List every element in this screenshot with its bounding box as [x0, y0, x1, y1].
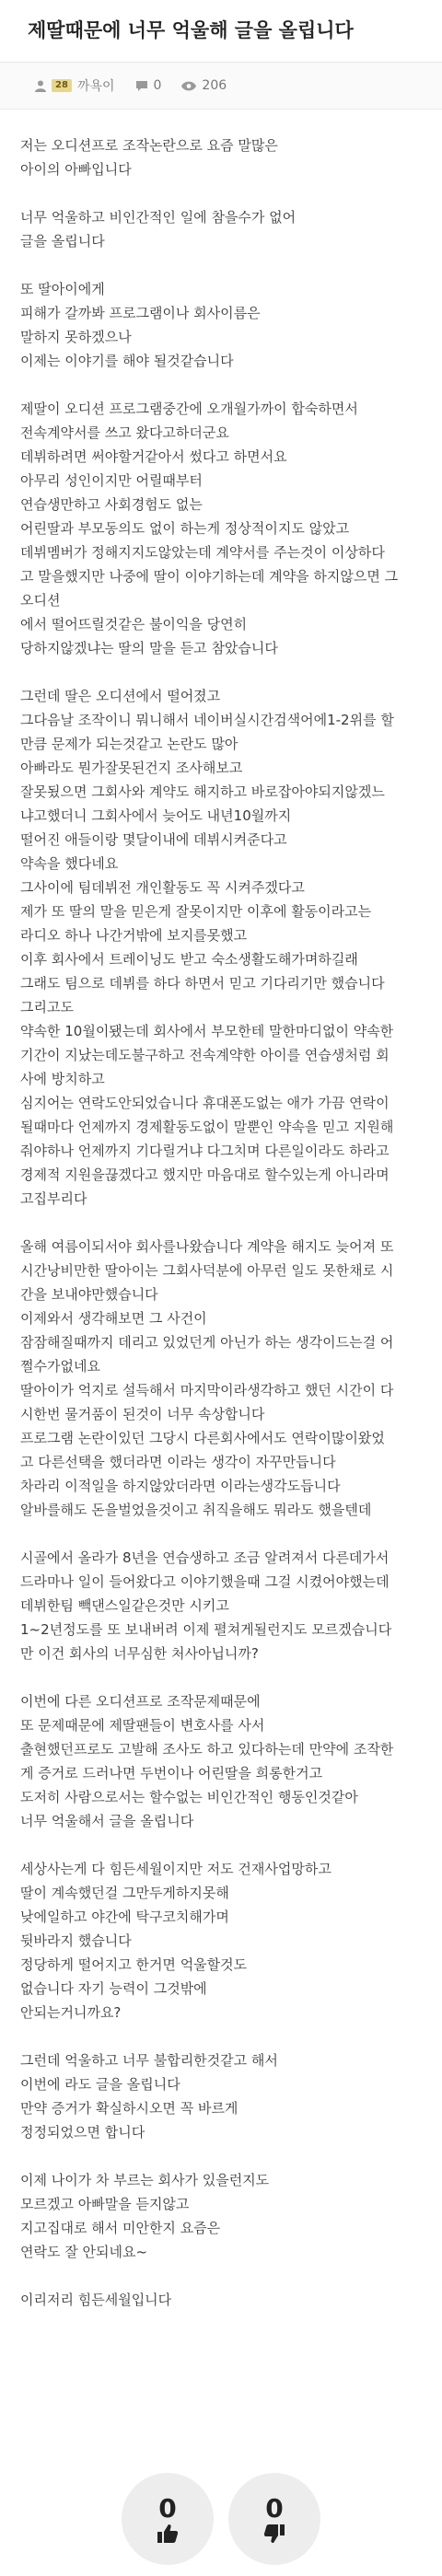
body-line: 또 딸아이에게 [20, 281, 105, 297]
body-line: 뒷바라지 했습니다 [20, 1932, 132, 1949]
body-line: 그리고도 [20, 999, 74, 1015]
body-line: 아빠라도 뭔가잘못된건지 조사해보고 [20, 760, 243, 776]
body-line: 게 증거로 드러나면 두번이나 어린딸을 희롱한거고 [20, 1765, 323, 1781]
body-paragraph [20, 1689, 422, 1833]
comment-icon [135, 80, 148, 92]
body-paragraph [20, 1546, 422, 1665]
thumbs-down-icon [263, 2524, 285, 2544]
body-paragraph [20, 2048, 422, 2144]
body-line: 만 이건 회사의 너무심한 처사아닙니까? [20, 1645, 259, 1662]
body-line: 이리저리 힘든세월입니다 [20, 2292, 172, 2308]
body-line: 고집부리다 [20, 1190, 87, 1207]
body-line: 시간낭비만한 딸아이는 그회사덕분에 아무런 일도 못한채로 시 [20, 1262, 394, 1279]
body-line: 그다음날 조작이니 뭐니해서 네이버실시간검색어에1-2위를 할 [20, 712, 394, 728]
body-line: 글을 올립니다 [20, 233, 105, 249]
body-line: 정당하게 떨어지고 한거면 억울할것도 [20, 1956, 248, 1973]
body-line: 줘야하나 언제까지 기다릴거냐 다그치며 다른일이라도 하라고 [20, 1143, 390, 1159]
body-line: 이후 회사에서 트레이닝도 받고 숙소생활도해가며하길래 [20, 951, 358, 968]
body-line: 제딸이 오디션 프로그램중간에 오개월가까이 합숙하면서 [20, 400, 358, 417]
body-line: 기간이 지났는데도불구하고 전속계약한 아이를 연습생처럼 회 [20, 1047, 390, 1063]
upvote-count: 0 [158, 2493, 177, 2524]
body-paragraph [20, 1857, 422, 2025]
body-line: 지고집대로 해서 미안한지 요즘은 [20, 2220, 221, 2236]
post-header [0, 0, 442, 63]
comment-count-value: 0 [153, 78, 162, 93]
comment-count [135, 78, 162, 93]
body-line: 시한번 물거품이 된것이 너무 속상합니다 [20, 1406, 265, 1422]
body-line: 프로그램 논란이있던 그당시 다른회사에서도 연락이많이왔었 [20, 1430, 385, 1446]
body-line: 고 다른선택을 했더라면 이라는 생각이 자꾸만듭니다 [20, 1454, 336, 1470]
body-line: 이번에 다른 오디션프로 조작문제때문에 [20, 1693, 261, 1710]
body-line: 될때마다 언제까지 경제활동도없이 말뿐인 약속을 믿고 지원해 [20, 1119, 394, 1135]
body-line: 잘못됬으면 그회사와 계약도 해지하고 바로잡아야되지않겠느 [20, 783, 385, 800]
body-line: 고 말을했지만 나중에 딸이 이야기하는데 계약을 하지않으면 그 [20, 568, 399, 585]
vote-area [0, 2473, 442, 2565]
body-line: 딸아이가 억지로 설득해서 마지막이라생각하고 했던 시간이 다 [20, 1382, 394, 1398]
body-line: 그런데 억울하고 너무 불합리한것같고 해서 [20, 2052, 278, 2069]
body-line: 그런데 딸은 오디션에서 떨어졌고 [20, 688, 221, 704]
body-paragraph [20, 133, 422, 181]
post-meta [0, 63, 442, 110]
body-line: 만큼 문제가 되는것같고 논란도 많아 [20, 736, 238, 752]
body-line: 약속을 했다네요 [20, 855, 119, 872]
body-line: 없습니다 자기 능력이 그것밖에 [20, 1980, 207, 1997]
body-line: 이번에 라도 글을 올립니다 [20, 2076, 180, 2093]
body-line: 잠잠해질때까지 데리고 있었던게 아닌가 하는 생각이드는걸 어 [20, 1334, 394, 1351]
thumbs-up-icon [157, 2524, 179, 2544]
body-line: 그래도 팀으로 데뷔를 하다 하면서 믿고 기다리기만 했습니다 [20, 975, 385, 992]
body-line: 세상사는게 다 힘든세월이지만 저도 건재사업망하고 [20, 1861, 332, 1877]
body-line: 출현했던프로도 고발해 조사도 하고 있다하는데 만약에 조작한 [20, 1741, 394, 1758]
user-icon [35, 80, 46, 92]
body-line: 1~2년정도를 또 보내버려 이제 펼쳐게될런지도 모르겠습니다 [20, 1621, 392, 1638]
body-line: 도저히 사람으로서는 할수없는 비인간적인 행동인것같아 [20, 1789, 358, 1805]
body-paragraph [20, 205, 422, 253]
body-line: 데뷔멤버가 정해지지도않았는데 계약서를 주는것이 이상하다 [20, 544, 385, 561]
body-paragraph [20, 1235, 422, 1522]
body-line: 너무 억울하고 비인간적인 일에 참을수가 없어 [20, 209, 297, 226]
body-line: 당하지않겠냐는 딸의 말을 듣고 참았습니다 [20, 640, 278, 656]
body-line: 제가 또 딸의 말을 믿은게 잘못이지만 이후에 활동이라고는 [20, 903, 372, 920]
body-line: 데뷔하려면 써야할거같아서 썼다고 하면서요 [20, 448, 287, 465]
body-line: 전속계약서를 쓰고 왔다고하더군요 [20, 424, 229, 441]
body-line: 어린딸과 부모동의도 없이 하는게 정상적이지도 않았고 [20, 520, 350, 537]
body-line: 심지어는 연락도안되었습니다 휴대폰도없는 애가 가끔 연락이 [20, 1095, 390, 1111]
body-line: 냐고했더니 그회사에서 늦어도 내년10월까지 [20, 807, 292, 824]
post-body [0, 110, 442, 2312]
body-line: 데뷔한팀 빽댄스일같은것만 시키고 [20, 1597, 229, 1614]
body-line: 라디오 하나 나간거밖에 보지를못했고 [20, 927, 248, 944]
body-line: 에서 떨어뜨릴것같은 불이익을 당연히 [20, 616, 248, 632]
view-count-value: 206 [202, 78, 227, 93]
body-line: 너무 억울해서 글을 올립니다 [20, 1813, 194, 1829]
body-line: 이제는 이야기를 해야 될것같습니다 [20, 353, 234, 369]
upvote-button[interactable] [122, 2473, 214, 2565]
level-badge: 28 [52, 79, 72, 92]
body-line: 안되는거니까요? [20, 2004, 122, 2021]
body-line: 떨어진 애들이랑 몇달이내에 데뷔시켜준다고 [20, 831, 287, 848]
body-line: 아이의 아빠입니다 [20, 161, 132, 178]
downvote-count: 0 [265, 2493, 284, 2524]
body-line: 약속한 10월이됐는데 회사에서 부모한테 말한마디없이 약속한 [20, 1023, 394, 1039]
body-line: 경제적 지원을끊겠다고 했지만 마음대로 할수있는게 아니라며 [20, 1166, 390, 1183]
body-line: 드라마나 일이 들어왔다고 이야기했을때 그걸 시켰어야했는데 [20, 1573, 390, 1590]
body-line: 정정되었으면 합니다 [20, 2124, 145, 2141]
body-paragraph [20, 684, 422, 1211]
body-line: 피해가 갈까봐 프로그램이나 회사이름은 [20, 305, 261, 321]
body-line: 연습생만하고 사회경험도 없는 [20, 496, 203, 513]
body-line: 차라리 이적일을 하지않았더라면 이라는생각도듭니다 [20, 1478, 341, 1494]
body-line: 올해 여름이되서야 회사를나왔습니다 계약을 해지도 늦어져 또 [20, 1238, 394, 1255]
body-line: 그사이에 팀데뷔전 개인활동도 꼭 시켜주겠다고 [20, 879, 305, 896]
body-line: 알바를해도 돈을벌었을것이고 취직을해도 뭐라도 했을텐데 [20, 1502, 372, 1518]
body-line: 아무리 성인이지만 어릴때부터 [20, 472, 203, 489]
body-paragraph [20, 397, 422, 660]
view-count [181, 78, 227, 93]
body-paragraph [20, 277, 422, 373]
body-paragraph [20, 2168, 422, 2264]
body-line: 만약 증거가 확실하시오면 꼭 바르게 [20, 2100, 238, 2117]
post-title: 제딸때문에 너무 억울해 글을 올립니다 [28, 19, 354, 41]
author-info[interactable] [35, 76, 115, 95]
body-line: 쩔수가없네요 [20, 1358, 100, 1375]
body-line: 딸이 계속했던걸 그만두게하지못해 [20, 1885, 229, 1901]
body-line: 또 문제때문에 제딸팬들이 변호사를 사서 [20, 1717, 265, 1734]
eye-icon [181, 81, 196, 91]
body-line: 시골에서 올라가 8년을 연습생하고 조금 알려져서 다른데가서 [20, 1549, 390, 1566]
body-line: 낮에일하고 야간에 탁구코치해가며 [20, 1909, 229, 1925]
body-line: 간을 보내야만했습니다 [20, 1286, 158, 1303]
downvote-button[interactable] [228, 2473, 320, 2565]
body-line: 오디션 [20, 592, 61, 609]
body-paragraph [20, 2288, 422, 2312]
body-line: 모르겠고 아빠말을 듣지않고 [20, 2196, 190, 2212]
body-line: 연락도 잘 안되네요~ [20, 2244, 148, 2260]
body-line: 이제와서 생각해보면 그 사건이 [20, 1310, 207, 1327]
body-line: 저는 오디션프로 조작논란으로 요즘 말많은 [20, 137, 278, 154]
author-name: 까욕이 [76, 79, 115, 94]
body-line: 말하지 못하겠으나 [20, 329, 132, 345]
body-line: 이제 나이가 차 부르는 회사가 있을런지도 [20, 2172, 270, 2188]
body-line: 사에 방치하고 [20, 1071, 105, 1087]
